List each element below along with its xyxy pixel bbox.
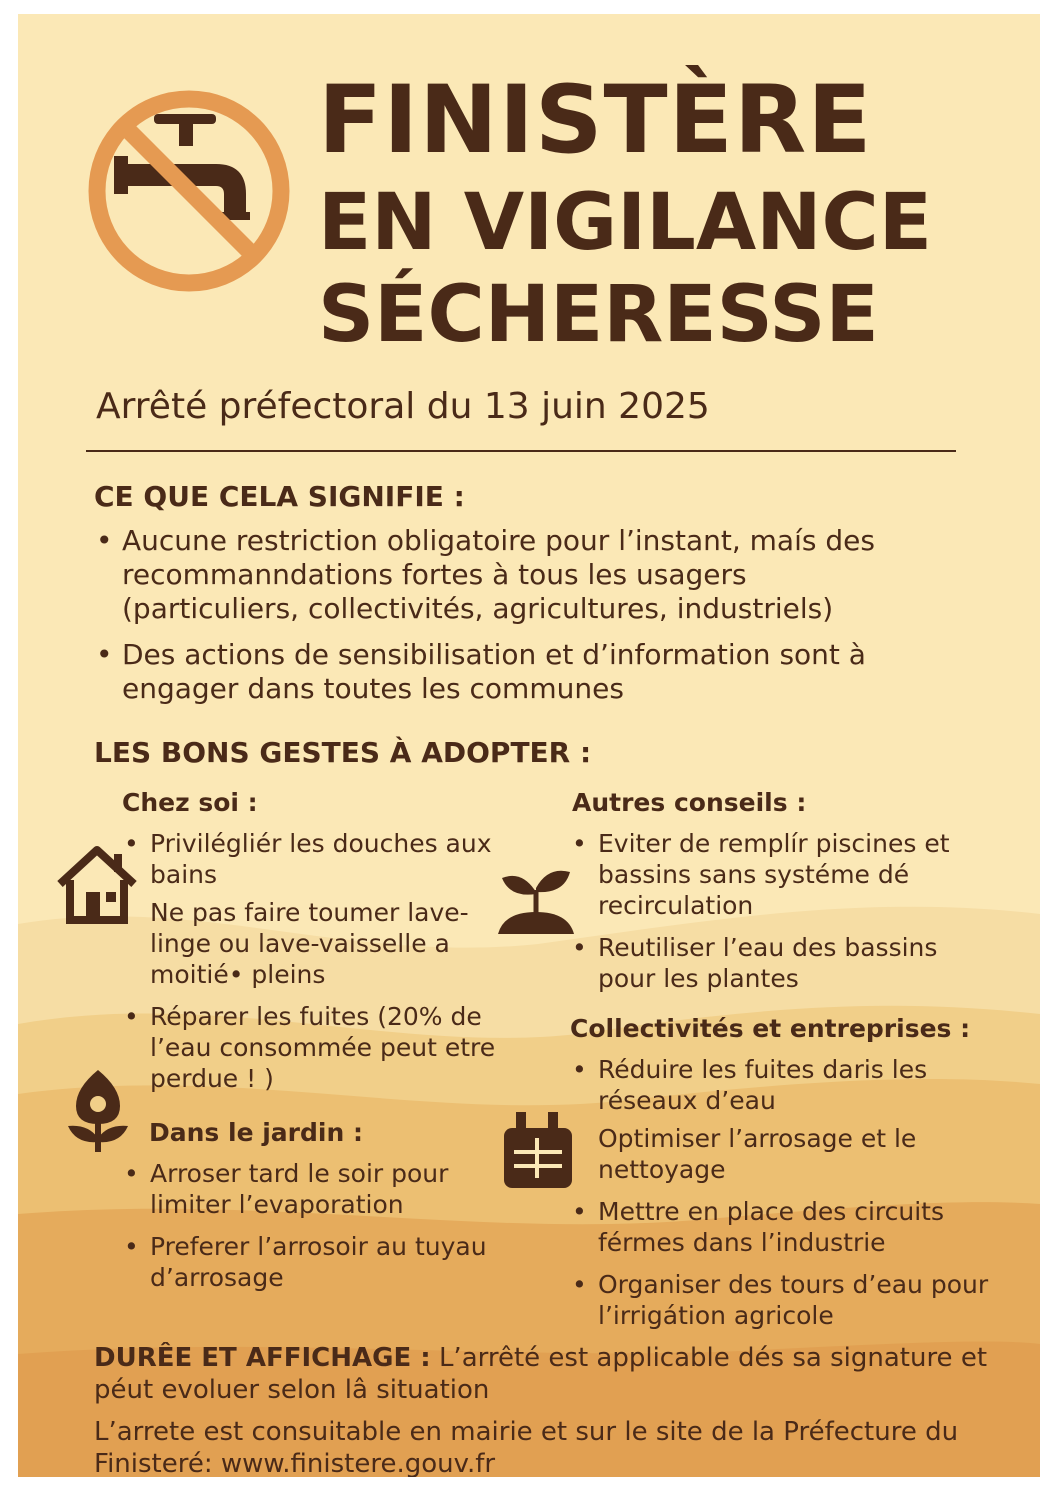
title-line-2: EN VIGILANCE	[318, 178, 933, 268]
collectivities-item: • Mettre en place des circuits férmes dans l’industrie	[570, 1196, 990, 1258]
garden-item: • Arroser tard le soir pour limiter l’evaporation	[122, 1158, 522, 1220]
meaning-list	[94, 524, 894, 718]
collectivities-item: • Réduire les fuites daris les réseaux d’eau	[570, 1054, 990, 1116]
home-list	[122, 828, 502, 1105]
home-item: • Privilégliér les douches aux bains	[122, 828, 502, 890]
flower-icon	[62, 1066, 134, 1154]
subtitle: Arrêté préfectoral du 13 juin 2025	[96, 386, 710, 427]
meaning-heading: CE QUE CELA SIGNIFIE :	[94, 480, 465, 513]
main-title	[318, 66, 933, 360]
gestures-heading: LES BONS GESTES À ADOPTER :	[94, 736, 592, 769]
garden-heading: Dans le jardin :	[149, 1118, 363, 1147]
duration-label: DURÊE ET AFFICHAGE :	[94, 1343, 431, 1373]
home-item: • Réparer les fuites (20% de l’eau consommée peut etre perdue ! )	[122, 1001, 502, 1094]
no-water-tap-icon	[84, 86, 294, 296]
home-heading: Chez soi :	[122, 788, 258, 817]
meaning-item: • Aucune restriction obligatoire pour l’instant, maís des recommanndations fortes à tous les usagers (particuliers, collectivités, agricultures, industriels)	[94, 524, 894, 626]
title-line-1: FINISTÈRE	[318, 66, 873, 175]
meaning-item: • Des actions de sensibilisation et d’information sont à engager dans toutes les communes	[94, 638, 894, 706]
other-heading: Autres conseils :	[572, 788, 807, 817]
title-line-3: SÉCHERESSE	[318, 270, 879, 360]
sprout-icon	[494, 864, 578, 936]
garden-item: • Preferer l’arrosoir au tuyau d’arrosage	[122, 1231, 522, 1293]
collectivities-item: • Organiser des tours d’eau pour l’irrigátion agricole	[570, 1269, 990, 1331]
water-tank-icon	[500, 1110, 576, 1192]
garden-list	[122, 1158, 522, 1304]
other-list	[570, 828, 970, 1005]
other-item: • Reutiliser l’eau des bassins pour les plantes	[570, 932, 970, 994]
consultation-text: L’arrete est consuitable en mairie et sur le site de la Préfecture du Finisteré: www.finistere.gouv.fr	[94, 1417, 959, 1477]
divider	[86, 450, 956, 452]
poster	[18, 14, 1040, 1477]
home-item: Ne pas faire toumer lave-linge ou lave-vaisselle a moitié• pleins	[150, 898, 469, 989]
duration-block	[94, 1342, 1014, 1406]
collectivities-list	[570, 1054, 990, 1342]
duration-text: L’arrêté est applicable dés sa signature et péut evoluer selon lâ situation	[94, 1343, 988, 1405]
other-item: • Eviter de remplír piscines et bassins sans systéme dé recirculation	[570, 828, 970, 921]
collectivities-heading: Collectivités et entreprises :	[570, 1014, 971, 1043]
collectivities-item: Optimiser l’arrosage et le nettoyage	[598, 1124, 917, 1184]
